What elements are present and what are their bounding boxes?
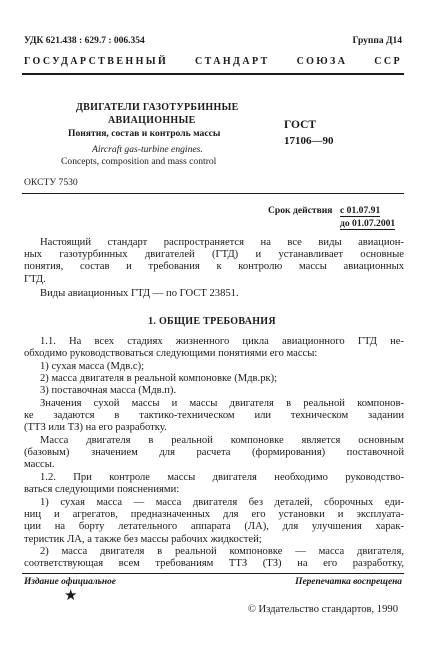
intro-paragraph: Настоящий стандарт распространяется на все виды авиацион- ных газотурбинных двигателей (ГТД) и устанавливает основные понятия, состав и требования к контролю массы авиационных ГТД.: [24, 237, 404, 285]
reprint-notice: Перепечатка воспрещена: [295, 577, 402, 587]
list-item: 3) поставочная масса (Mдв.п).: [40, 385, 177, 397]
base-mass-paragraph: Масса двигателя в реальной компоновке является основным (базовым) значением для расчета (формирования) поставочной массы.: [24, 435, 404, 471]
title-subtitle: Понятия, состав и контроль массы: [68, 128, 221, 139]
okstu-code: ОКСТУ 7530: [24, 177, 78, 188]
copyright-notice: © Издательство стандартов, 1990: [247, 604, 398, 615]
dry-mass-item: 1) сухая масса — масса двигателя без деталей, сборочных еди- ниц и агрегатов, предназначенных для его установки и эксплуата- ции на борту летательного аппарата (ЛА), для улучшения харак- теристик ЛА, а также без массы рабочих жидкостей;: [24, 497, 404, 545]
clause-1-2: 1.2. При контроле массы двигателя необходимо руководство- ваться следующими пояснениями:: [24, 472, 404, 496]
validity-to: до 01.07.2001: [340, 218, 396, 229]
group-code: Группа Д14: [352, 36, 402, 46]
title-line-1: ДВИГАТЕЛИ ГАЗОТУРБИННЫЕ: [76, 102, 239, 113]
standard-banner: ГОСУДАРСТВЕННЫЙ СТАНДАРТ СОЮЗА ССР: [24, 56, 402, 67]
gost-number: 17106—90: [284, 135, 334, 147]
footer-rule: [22, 573, 404, 574]
title-rule: [22, 193, 404, 194]
title-english-2: Concepts, composition and mass control: [61, 156, 217, 167]
mass-values-paragraph: Значения сухой массы и массы двигателя в реальной компонов- ке задаются в тактико-техническом или техническом задании (ТТЗ или ТЗ) на его разработку.: [24, 398, 404, 434]
validity-from: с 01.07.91: [340, 205, 381, 216]
real-layout-mass-item: 2) масса двигателя в реальной компоновке — масса двигателя, соответствующая всем требованиям ТТЗ (ТЗ) на его разработку,: [24, 546, 404, 570]
clause-1-1: 1.1. На всех стадиях жизненного цикла авиационного ГТД не- обходимо руководствоваться следующими понятиями его массы:: [24, 336, 404, 360]
header-rule: [22, 73, 404, 75]
official-edition-label: Издание официальное: [24, 577, 116, 587]
udk-code: УДК 621.438 : 629.7 : 006.354: [24, 36, 145, 46]
gost-label: ГОСТ: [284, 119, 317, 131]
title-line-2: АВИАЦИОННЫЕ: [108, 115, 196, 126]
section-heading: 1. ОБЩИЕ ТРЕБОВАНИЯ: [148, 316, 276, 327]
mass-concepts-list: [24, 361, 404, 398]
validity-label: Срок действия: [268, 205, 333, 216]
star-icon: ★: [64, 588, 78, 604]
title-english-1: Aircraft gas-turbine engines.: [92, 144, 203, 155]
list-item: 1) сухая масса (Mдв.с);: [40, 361, 145, 372]
intro-types-paragraph: Виды авиационных ГТД — по ГОСТ 23851.: [40, 288, 239, 299]
list-item: 2) масса двигателя в реальной компоновке (Mдв.рк);: [40, 373, 278, 385]
